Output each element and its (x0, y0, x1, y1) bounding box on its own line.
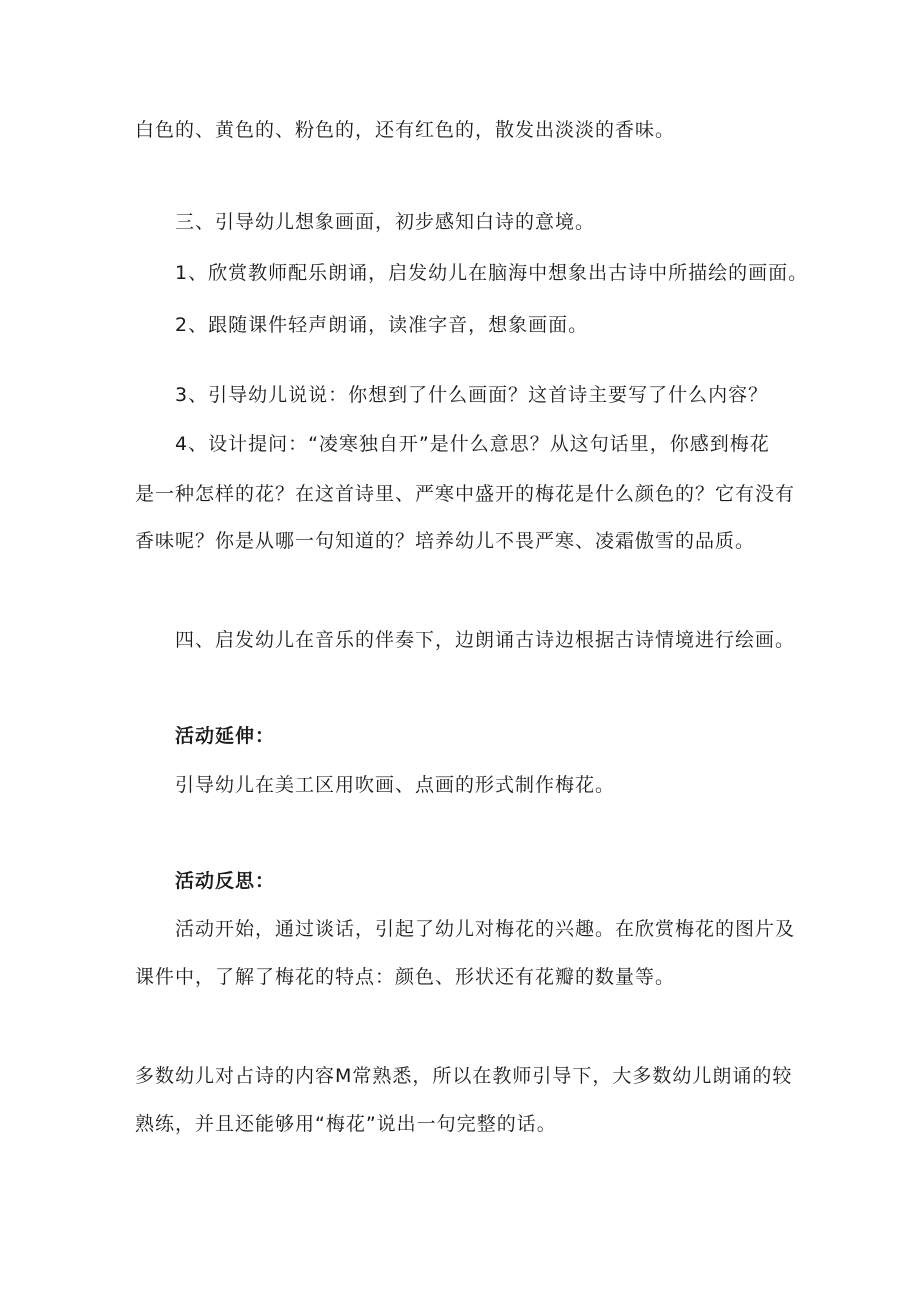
reflection-paragraph-line: 课件中，了解了梅花的特点：颜色、形状还有花瓣的数量等。 (135, 966, 676, 988)
reflection-paragraph-line: 多数幼儿对占诗的内容M常熟悉，所以在教师引导下，大多数幼儿朗诵的较 (135, 1065, 793, 1087)
step-4-continued: 是一种怎样的花？在这首诗里、严寒中盛开的梅花是什么颜色的？它有没有 (135, 483, 796, 505)
section-four-title: 四、启发幼儿在音乐的伴奏下，边朗诵古诗边根据古诗情境进行绘画。 (175, 629, 796, 651)
activity-reflection-heading: 活动反思： (175, 870, 276, 892)
step-2: 2、跟随课件轻声朗诵，读准字音，想象画面。 (175, 314, 589, 336)
step-1: 1、欣赏教师配乐朗诵，启发幼儿在脑海中想象出古诗中所描绘的画面。 (175, 262, 809, 284)
text-line: 白色的、黄色的、粉色的，还有红色的，散发出淡淡的香味。 (135, 119, 676, 141)
step-4-continued: 香味呢？你是从哪一句知道的？培养幼儿不畏严寒、凌霜傲雪的品质。 (135, 530, 756, 552)
reflection-paragraph-line: 活动开始，通过谈话，引起了幼儿对梅花的兴趣。在欣赏梅花的图片及 (175, 918, 796, 940)
activity-extension-text: 引导幼儿在美工区用吹画、点画的形式制作梅花。 (175, 774, 616, 796)
section-three-title: 三、引导幼儿想象画面，初步感知白诗的意境。 (175, 211, 596, 233)
reflection-paragraph-line: 熟练，并且还能够用“梅花”说出一句完整的话。 (135, 1113, 557, 1135)
step-3: 3、引导幼儿说说：你想到了什么画面？这首诗主要写了什么内容？ (175, 384, 769, 406)
step-4: 4、设计提问：“凌寒独自开”是什么意思？从这句话里，你感到梅花 (175, 433, 770, 455)
activity-extension-heading: 活动延伸： (175, 725, 276, 747)
